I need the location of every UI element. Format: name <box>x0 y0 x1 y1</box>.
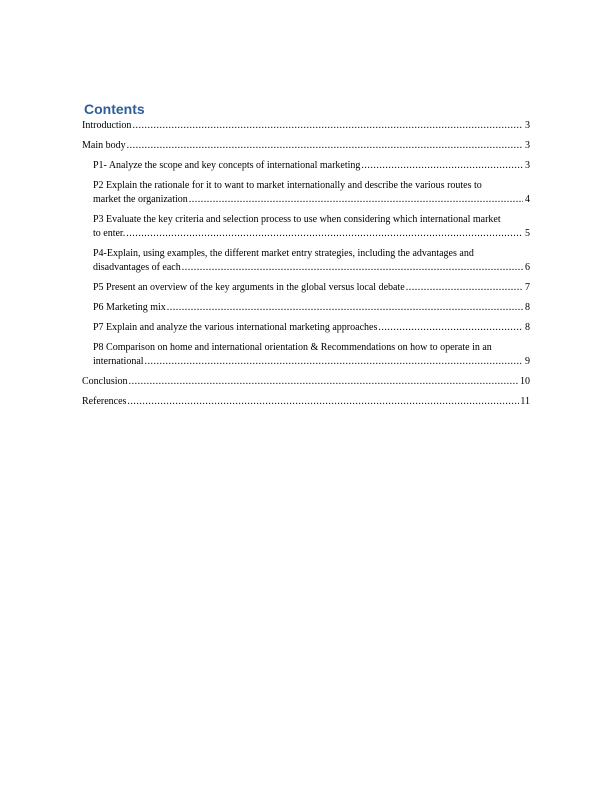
toc-page-number: 6 <box>525 262 530 273</box>
toc-entry-p1[interactable] <box>82 159 530 173</box>
toc-dot-leader <box>127 395 519 409</box>
toc-page-number: 10 <box>520 376 530 387</box>
toc-entry-text: P6 Marketing mix <box>93 302 166 313</box>
toc-page-number: 8 <box>525 302 530 313</box>
toc-entry-text: market the organization <box>93 194 188 205</box>
toc-entry-p8[interactable] <box>82 341 530 369</box>
toc-entry-conclusion[interactable] <box>82 375 530 389</box>
toc-title: Contents <box>84 101 145 117</box>
toc-entry-text-line1: P2 Explain the rationale for it to want to market internationally and describe the various routes to <box>93 180 482 191</box>
toc-entry-introduction[interactable] <box>82 119 530 133</box>
toc-entry-p2[interactable] <box>82 179 530 207</box>
toc-page-number: 5 <box>525 228 530 239</box>
toc-page-number: 3 <box>525 120 530 131</box>
toc-entry-text: Introduction <box>82 120 132 131</box>
toc-entry-text: P1- Analyze the scope and key concepts of international marketing <box>93 160 361 171</box>
toc-page-number: 7 <box>525 282 530 293</box>
toc-dot-leader <box>129 375 519 389</box>
toc-entry-p7[interactable] <box>82 321 530 335</box>
toc-entry-text: international <box>93 356 144 367</box>
toc-dot-leader <box>406 281 523 295</box>
toc-dot-leader <box>167 301 523 315</box>
toc-page-number: 3 <box>525 160 530 171</box>
toc-entry-p6[interactable] <box>82 301 530 315</box>
toc-entry-p4[interactable] <box>82 247 530 275</box>
toc-entry-text: P5 Present an overview of the key arguments in the global versus local debate <box>93 282 405 293</box>
toc-entry-text: Main body <box>82 140 126 151</box>
toc-page-number: 4 <box>525 194 530 205</box>
table-of-contents <box>82 119 530 415</box>
toc-entry-text: disadvantages of each <box>93 262 181 273</box>
toc-entry-text: Conclusion <box>82 376 128 387</box>
toc-dot-leader <box>361 159 523 173</box>
toc-dot-leader <box>378 321 523 335</box>
toc-page-number: 11 <box>520 396 530 407</box>
toc-dot-leader <box>132 119 523 133</box>
toc-page-number: 3 <box>525 140 530 151</box>
toc-entry-text: P7 Explain and analyze the various international marketing approaches <box>93 322 378 333</box>
toc-entry-text: References <box>82 396 127 407</box>
toc-entry-text: to enter. <box>93 228 126 239</box>
toc-entry-main-body[interactable] <box>82 139 530 153</box>
toc-entry-references[interactable] <box>82 395 530 409</box>
toc-entry-p5[interactable] <box>82 281 530 295</box>
toc-page-number: 9 <box>525 356 530 367</box>
toc-dot-leader <box>145 355 523 369</box>
toc-page-number: 8 <box>525 322 530 333</box>
toc-dot-leader <box>127 139 523 153</box>
toc-entry-p3[interactable] <box>82 213 530 241</box>
toc-entry-text-line1: P3 Evaluate the key criteria and selection process to use when considering which international market <box>93 214 501 225</box>
toc-dot-leader <box>126 227 523 241</box>
toc-entry-text-line1: P4-Explain, using examples, the different market entry strategies, including the advantages and <box>93 248 474 259</box>
toc-entry-text-line1: P8 Comparison on home and international orientation & Recommendations on how to operate in an <box>93 342 492 353</box>
toc-dot-leader <box>189 193 523 207</box>
toc-dot-leader <box>182 261 523 275</box>
